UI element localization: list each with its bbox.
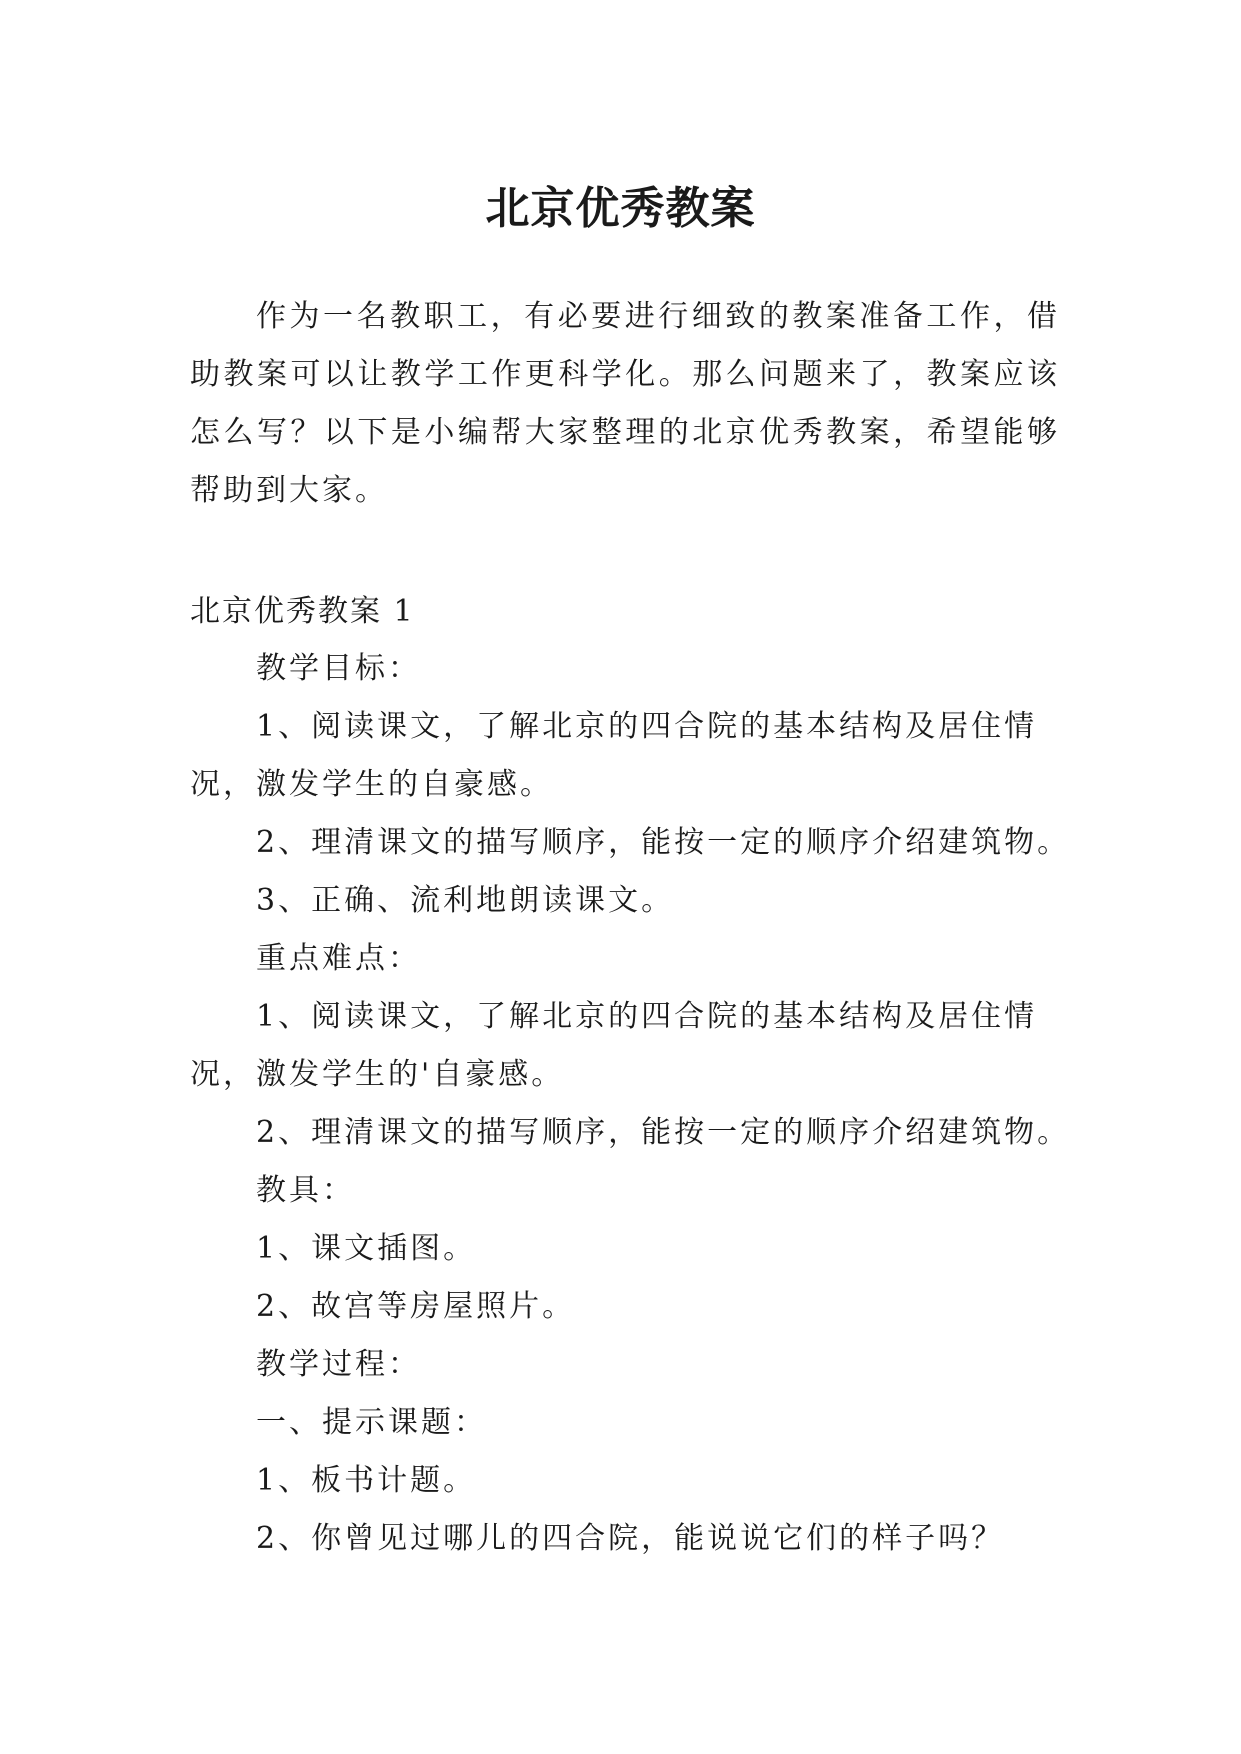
document-title: 北京优秀教案 [485, 183, 756, 235]
paragraph-goal-2: 2、理清课文的描写顺序，能按一定的顺序介绍建筑物。 [256, 825, 1071, 860]
paragraph-key-point-1: 1、阅读课文，了解北京的四合院的基本结构及居住情况，激发学生的'自豪感。 [190, 999, 1038, 1092]
paragraph-goal-1: 1、阅读课文，了解北京的四合院的基本结构及居住情况，激发学生的自豪感。 [190, 709, 1038, 802]
paragraph-goal-3: 3、正确、流利地朗读课文。 [256, 883, 675, 918]
paragraph-material-2: 2、故宫等房屋照片。 [256, 1289, 576, 1324]
intro-paragraph: 作为一名教职工，有必要进行细致的教案准备工作，借助教案可以让教学工作更科学化。那么问题来了，教案应该怎么写？以下是小编帮大家整理的北京优秀教案，希望能够帮助到大家。 [190, 299, 1060, 508]
lesson-body [190, 640, 1080, 1568]
paragraph-material-1: 1、课文插图。 [256, 1231, 477, 1266]
paragraph-step-heading: 一、提示课题： [256, 1405, 487, 1440]
paragraph-process-label: 教学过程： [256, 1347, 421, 1382]
paragraph-materials-label: 教具： [256, 1173, 355, 1208]
paragraph-teaching-goals-label: 教学目标： [256, 651, 421, 686]
section-heading: 北京优秀教案 1 [190, 594, 415, 629]
paragraph-step-1: 1、板书计题。 [256, 1463, 477, 1498]
paragraph-key-points-label: 重点难点： [256, 941, 421, 976]
paragraph-key-point-2: 2、理清课文的描写顺序，能按一定的顺序介绍建筑物。 [256, 1115, 1071, 1150]
paragraph-step-2: 2、你曾见过哪儿的四合院，能说说它们的样子吗？ [256, 1521, 1005, 1556]
